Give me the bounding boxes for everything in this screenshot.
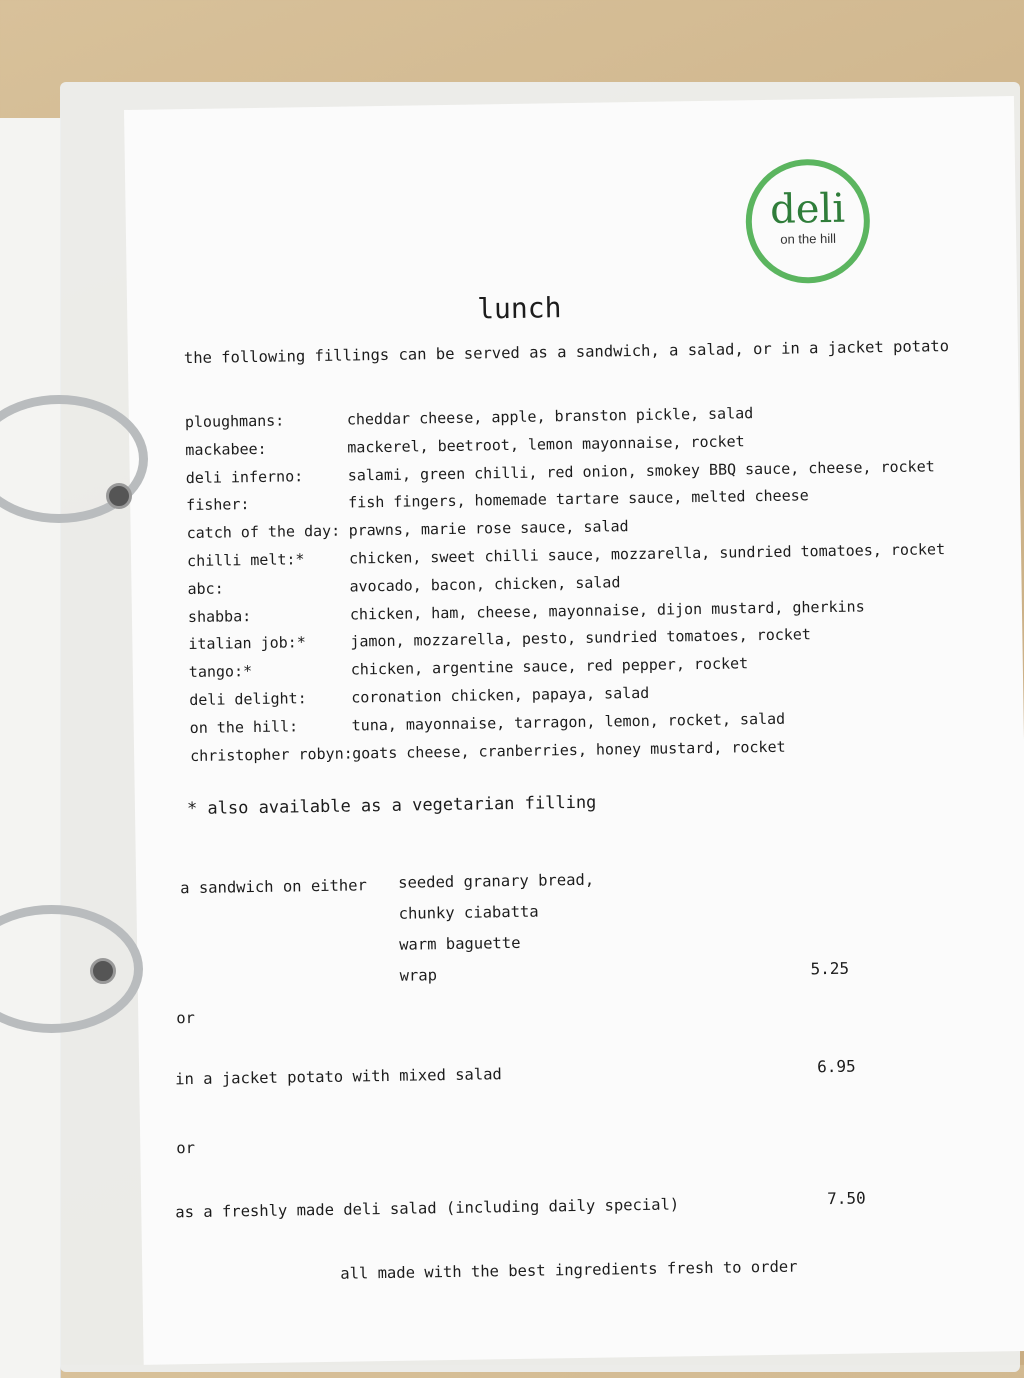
filling-row (187, 540, 945, 570)
bread-option: wrap (399, 966, 438, 985)
menu-intro: the following fillings can be served as a sandwich, a salad, or in a jacket potato (183, 337, 950, 368)
filling-name: fisher: (186, 495, 250, 515)
filling-name: tango:* (188, 662, 253, 682)
menu-page (124, 96, 1024, 1365)
filling-name: mackabee: (185, 439, 267, 459)
logo-subtitle: on the hill (780, 230, 837, 247)
filling-description: chicken, ham, cheese, mayonnaise, dijon mustard, gherkins (349, 597, 865, 624)
sandwich-price: 5.25 (810, 958, 850, 979)
filling-name: deli inferno: (185, 466, 304, 487)
filling-description: tuna, mayonnaise, tarragon, lemon, rocket, salad (351, 709, 786, 735)
filling-name: christopher robyn: (190, 744, 353, 765)
menu-title: lunch (476, 291, 562, 326)
filling-row (187, 517, 629, 542)
or-divider: or (176, 1008, 196, 1028)
filling-name: italian job:* (188, 633, 306, 654)
filling-description: prawns, marie rose sauce, salad (348, 517, 629, 540)
filling-name: on the hill: (189, 717, 299, 737)
punch-hole (106, 483, 132, 509)
filling-row (190, 709, 786, 736)
filling-row (188, 597, 865, 626)
filling-description: cheddar cheese, apple, branston pickle, salad (346, 404, 754, 429)
vegetarian-note: * also available as a vegetarian filling (186, 792, 597, 820)
filling-description: mackerel, beetroot, lemon mayonnaise, rocket (347, 432, 745, 457)
filling-row (188, 626, 811, 654)
filling-row (189, 654, 749, 681)
filling-description: chicken, argentine sauce, red pepper, rocket (350, 654, 749, 679)
logo-name: deli (769, 185, 846, 233)
filling-row (185, 432, 745, 459)
filling-row (186, 457, 935, 487)
menu-footer: all made with the best ingredients fresh to order (340, 1257, 798, 1283)
filling-name: ploughmans: (184, 411, 285, 432)
filling-description: avocado, bacon, chicken, salad (349, 573, 621, 596)
bread-option: chunky ciabatta (398, 902, 539, 923)
potato-label: in a jacket potato with mixed salad (175, 1065, 502, 1089)
punch-hole (90, 958, 116, 984)
salad-label: as a freshly made deli salad (including daily special) (175, 1195, 680, 1222)
filling-row (187, 573, 620, 598)
or-divider: or (176, 1139, 196, 1158)
filling-description: jamon, mozzarella, pesto, sundried tomatoes, rocket (350, 625, 812, 651)
sandwich-label: a sandwich on either (180, 876, 367, 898)
filling-description: fish fingers, homemade tartare sauce, melted cheese (348, 486, 809, 512)
filling-row (186, 487, 809, 515)
filling-description: chicken, sweet chilli sauce, mozzarella, sundried tomatoes, rocket (348, 540, 946, 568)
previous-page (0, 118, 61, 1378)
filling-row (185, 404, 754, 431)
filling-row (190, 737, 786, 764)
potato-price: 6.95 (816, 1056, 856, 1077)
filling-name: chilli melt:* (186, 550, 305, 571)
filling-description: goats cheese, cranberries, honey mustard, rocket (351, 737, 786, 763)
salad-price: 7.50 (827, 1188, 866, 1209)
deli-logo (745, 158, 871, 284)
filling-name: deli delight: (189, 689, 307, 710)
filling-name: abc: (187, 579, 224, 598)
filling-name: catch of the day: (186, 521, 341, 543)
filling-description: salami, green chilli, red onion, smokey BBQ sauce, cheese, rocket (347, 456, 935, 485)
filling-description: coronation chicken, papaya, salad (351, 683, 650, 707)
filling-row (189, 684, 649, 709)
bread-option: seeded granary bread, (398, 870, 595, 892)
bread-option: warm baguette (399, 933, 521, 954)
filling-name: shabba: (187, 606, 252, 626)
